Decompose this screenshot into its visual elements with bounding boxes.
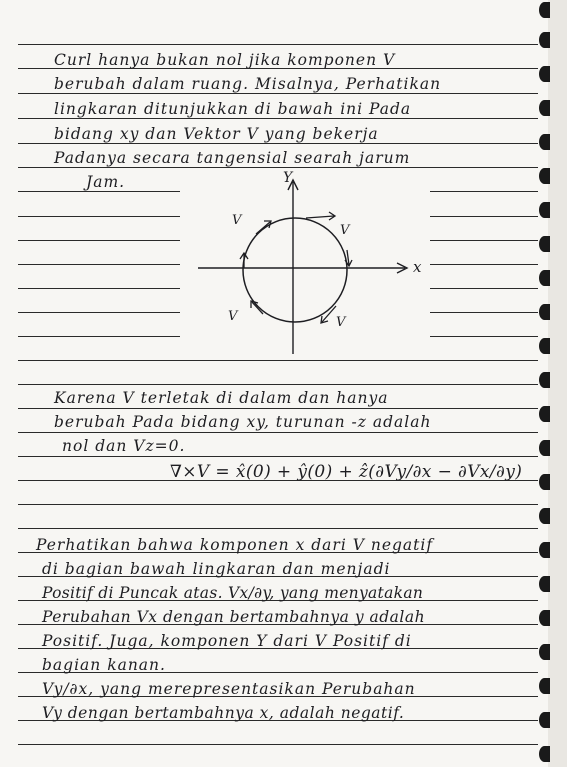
- binding-ring: [539, 338, 550, 354]
- vector-label: V: [336, 315, 346, 330]
- binding-ring: [539, 32, 550, 48]
- text-line: Positif di Puncak atas. Vx/∂y, yang menyatakan: [42, 584, 424, 602]
- binding-ring: [539, 304, 550, 320]
- ruled-line: [18, 408, 538, 409]
- binding-ring: [539, 440, 550, 456]
- curl-equation: ∇×V = x̂(0) + ŷ(0) + ẑ(∂Vy/∂x − ∂Vx/∂y): [170, 462, 523, 482]
- binding-ring: [539, 2, 550, 18]
- text-line: Karena V terletak di dalam dan hanya: [54, 389, 389, 407]
- text-line: berubah Pada bidang xy, turunan -z adalah: [54, 413, 432, 431]
- ruled-line: [18, 456, 538, 457]
- vector-label: V: [232, 213, 242, 228]
- ruled-line: [18, 44, 538, 45]
- binding-ring: [539, 236, 550, 252]
- binding-ring: [539, 406, 550, 422]
- binding-ring: [539, 542, 550, 558]
- circle-vector-diagram: [180, 168, 430, 358]
- text-line: Curl hanya bukan nol jika komponen V: [54, 51, 396, 69]
- y-axis-label: Y: [283, 170, 293, 186]
- text-line: Perhatikan bahwa komponen x dari V negatif: [36, 536, 434, 554]
- ruled-line: [18, 432, 538, 433]
- binding-ring: [539, 746, 550, 762]
- text-line: Perubahan Vx dengan bertambahnya y adalah: [42, 608, 426, 626]
- vector-label: V: [340, 223, 350, 238]
- binding-ring: [539, 134, 550, 150]
- binding-ring: [539, 644, 550, 660]
- ruled-line: [18, 744, 538, 745]
- text-line: di bagian bawah lingkaran dan menjadi: [42, 560, 391, 578]
- text-line: Jam.: [86, 173, 126, 191]
- binding-ring: [539, 678, 550, 694]
- ruled-line: [18, 360, 538, 361]
- ruled-line: [18, 384, 538, 385]
- text-line: Padanya secara tangensial searah jarum: [54, 149, 411, 167]
- binding-ring: [539, 474, 550, 490]
- binding-ring: [539, 372, 550, 388]
- text-line: nol dan Vz=0.: [62, 437, 186, 455]
- binding-ring: [539, 576, 550, 592]
- ruled-line: [18, 528, 538, 529]
- binding-ring: [539, 610, 550, 626]
- text-line: Vy/∂x, yang merepresentasikan Perubahan: [42, 680, 416, 698]
- text-line: Positif. Juga, komponen Y dari V Positif di: [42, 632, 412, 650]
- binding-ring: [539, 508, 550, 524]
- binding-ring: [539, 712, 550, 728]
- binding-ring: [539, 168, 550, 184]
- ruled-line: [18, 504, 538, 505]
- vector-label: V: [228, 309, 238, 324]
- binding-ring: [539, 270, 550, 286]
- text-line: bagian kanan.: [42, 656, 166, 674]
- text-line: Vy dengan bertambahnya x, adalah negatif.: [42, 704, 405, 722]
- binding-ring: [539, 202, 550, 218]
- text-line: bidang xy dan Vektor V yang bekerja: [54, 125, 379, 143]
- binding-ring: [539, 100, 550, 116]
- binding-ring: [539, 66, 550, 82]
- text-line: berubah dalam ruang. Misalnya, Perhatikan: [54, 75, 442, 93]
- text-line: lingkaran ditunjukkan di bawah ini Pada: [54, 100, 412, 118]
- x-axis-label: x: [413, 258, 422, 276]
